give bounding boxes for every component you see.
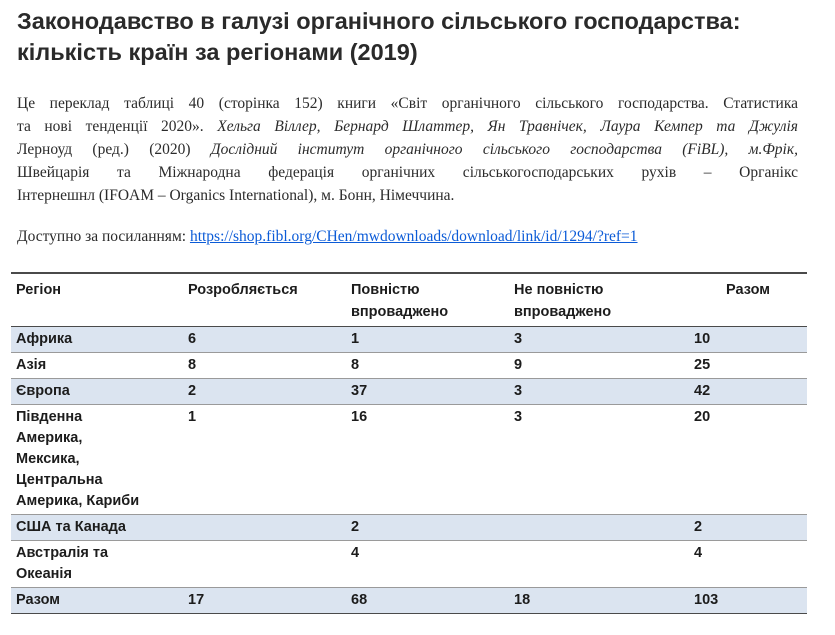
cell-fully-implemented: 68	[346, 588, 509, 614]
cell-total: 20	[689, 405, 807, 515]
intro-line	[17, 115, 798, 138]
region-line: Африка	[16, 331, 73, 347]
region-line: Європа	[16, 383, 70, 399]
cell-not-fully-implemented	[509, 541, 689, 588]
cell-total: 4	[689, 541, 807, 588]
header-total: Разом	[689, 273, 807, 327]
table-total-row	[11, 588, 807, 614]
header-developing: Розробляється	[183, 273, 346, 327]
intro-line	[17, 138, 798, 161]
cell-total: 25	[689, 353, 807, 379]
cell-not-fully-implemented: 3	[509, 405, 689, 515]
intro-text-italic: Дослідний інститут органічного сільського господарства (FiBL), м.Фрік,	[210, 141, 798, 158]
cell-fully-implemented: 1	[346, 327, 509, 353]
cell-developing	[183, 541, 346, 588]
table-header-row	[11, 273, 807, 327]
cell-not-fully-implemented: 3	[509, 327, 689, 353]
region-line: Америка, Кариби	[16, 493, 140, 509]
page-title	[17, 6, 817, 68]
table-row	[11, 353, 807, 379]
cell-developing: 2	[183, 379, 346, 405]
intro-text: Інтернешнл (IFOAM – Organics International), м. Бонн, Німеччина.	[17, 187, 455, 204]
intro-line	[17, 184, 798, 207]
source-link[interactable]: https://shop.fibl.org/CHen/mwdownloads/download/link/id/1294/?ref=1	[189, 228, 638, 245]
region-line: Південна	[16, 409, 83, 425]
intro-text: Швейцарія та Міжнародна федерація органічних сільськогосподарських рухів – Органікс	[17, 164, 798, 181]
cell-fully-implemented: 4	[346, 541, 509, 588]
region-line: Мексика,	[16, 451, 80, 467]
title-line-1: Законодавство в галузі органічного сільського господарства:	[17, 8, 741, 34]
region-line: Азія	[16, 357, 47, 373]
header-fully-implemented	[346, 273, 509, 327]
cell-not-fully-implemented	[509, 515, 689, 541]
intro-text: та нові тенденції 2020».	[17, 118, 218, 135]
cell-region	[11, 379, 183, 405]
cell-region: Разом	[11, 588, 183, 614]
cell-total: 2	[689, 515, 807, 541]
cell-developing: 8	[183, 353, 346, 379]
available-label: Доступно за посиланням:	[17, 228, 190, 245]
cell-region	[11, 541, 183, 588]
cell-fully-implemented: 2	[346, 515, 509, 541]
cell-not-fully-implemented: 9	[509, 353, 689, 379]
intro-paragraph	[17, 92, 798, 207]
cell-region	[11, 515, 183, 541]
cell-fully-implemented: 16	[346, 405, 509, 515]
region-line: Океанія	[16, 566, 72, 582]
cell-fully-implemented: 37	[346, 379, 509, 405]
header-not-fully-implemented	[509, 273, 689, 327]
cell-total: 103	[689, 588, 807, 614]
cell-region	[11, 405, 183, 515]
table-row	[11, 541, 807, 588]
cell-developing: 6	[183, 327, 346, 353]
cell-not-fully-implemented: 18	[509, 588, 689, 614]
header-text: Повністю	[351, 282, 420, 298]
intro-text: Лерноуд (ред.) (2020)	[17, 141, 211, 158]
cell-developing	[183, 515, 346, 541]
table-row	[11, 405, 807, 515]
region-line: Австралія та	[16, 545, 109, 561]
header-text: Не повністю	[514, 282, 604, 298]
cell-total: 10	[689, 327, 807, 353]
countries-by-region-table	[11, 272, 807, 614]
table-body	[11, 327, 807, 614]
cell-developing: 17	[183, 588, 346, 614]
table-row	[11, 327, 807, 353]
table-row	[11, 515, 807, 541]
title-line-2: кількість країн за регіонами (2019)	[17, 39, 418, 65]
cell-region	[11, 353, 183, 379]
intro-line	[17, 92, 798, 115]
cell-developing: 1	[183, 405, 346, 515]
cell-not-fully-implemented: 3	[509, 379, 689, 405]
region-line: Центральна	[16, 472, 103, 488]
intro-line	[17, 161, 798, 184]
region-line: Америка,	[16, 430, 83, 446]
header-text: впроваджено	[514, 304, 612, 320]
cell-region	[11, 327, 183, 353]
cell-fully-implemented: 8	[346, 353, 509, 379]
intro-text: Це переклад таблиці 40 (сторінка 152) книги «Світ органічного сільського господарства. Статистика	[17, 95, 798, 112]
header-text: впроваджено	[351, 304, 449, 320]
intro-text-italic: Хельга Віллер, Бернард Шлаттер, Ян Травнічек, Лаура Кемпер та Джулія	[217, 118, 798, 135]
table-row	[11, 379, 807, 405]
available-at	[17, 225, 817, 248]
region-line: США та Канада	[16, 519, 126, 535]
cell-total: 42	[689, 379, 807, 405]
header-region: Регіон	[11, 273, 183, 327]
